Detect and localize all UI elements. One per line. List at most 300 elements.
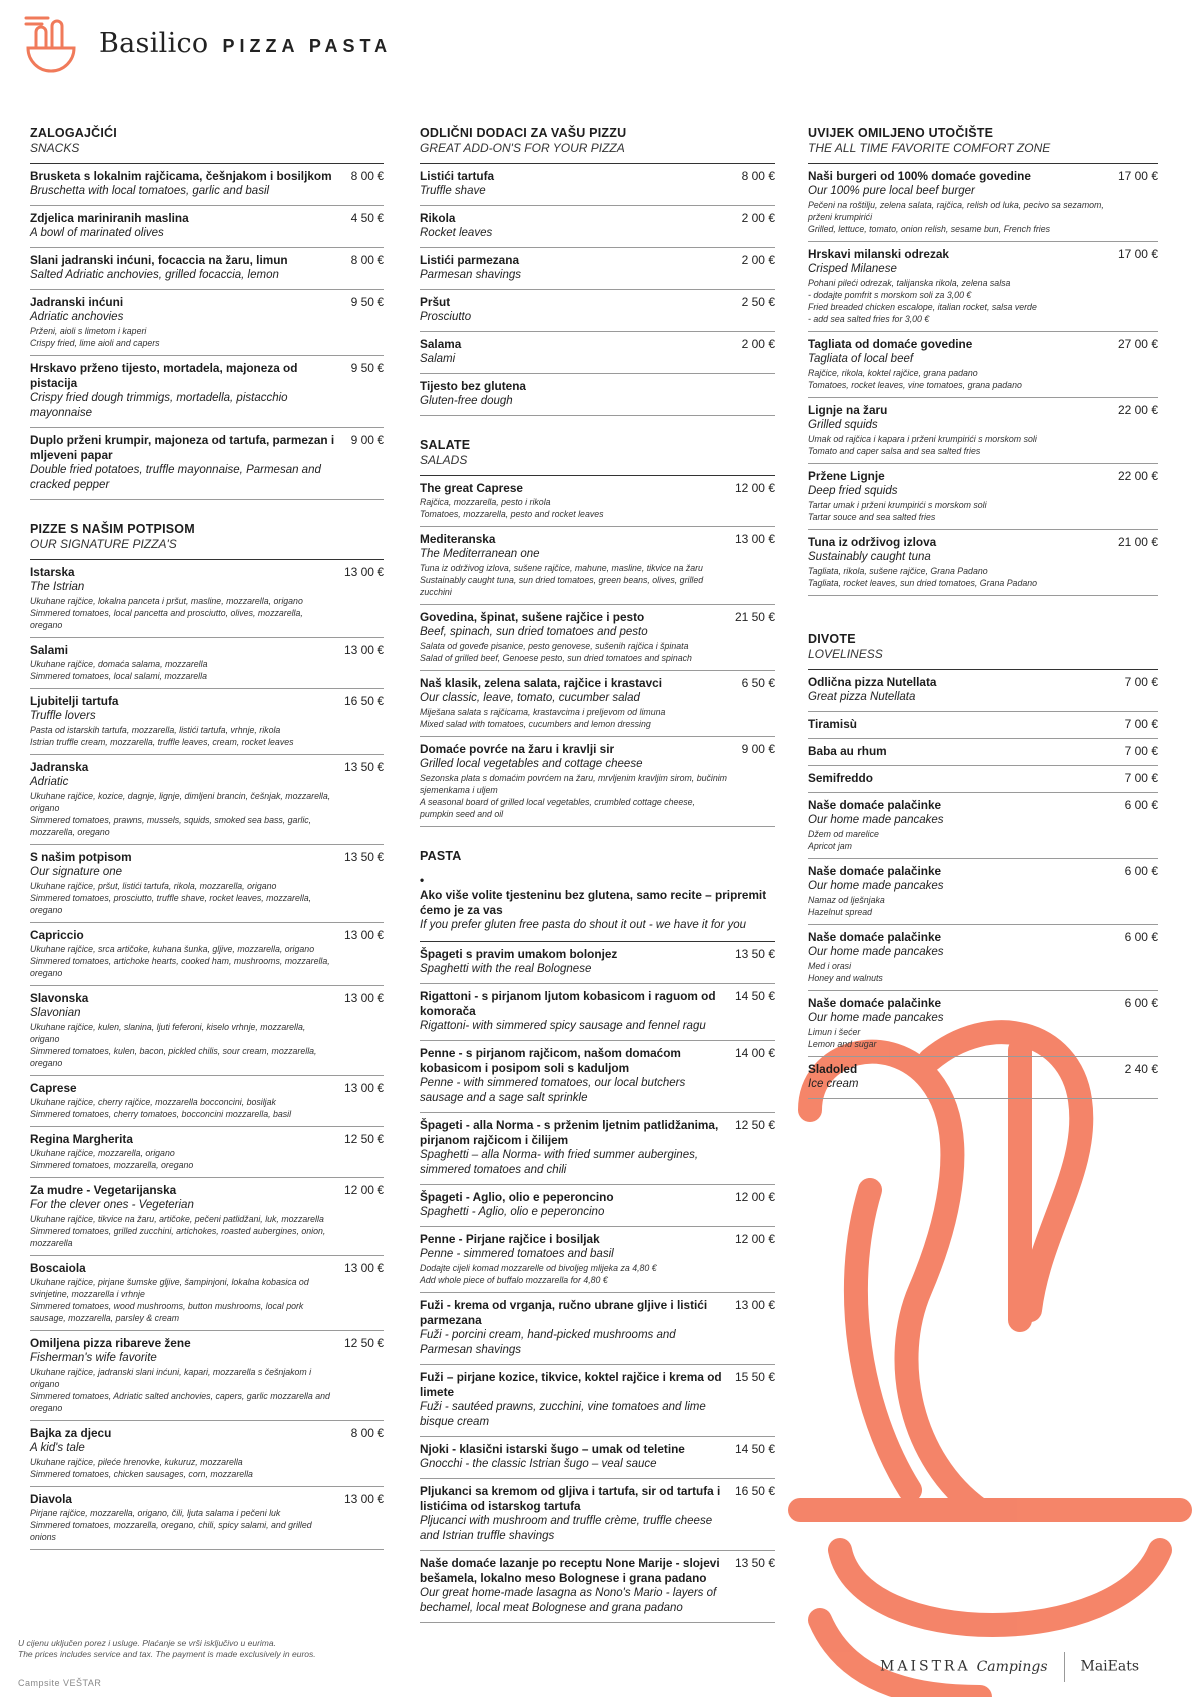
menu-item (420, 942, 775, 984)
item-price: 17 00 € (1117, 247, 1158, 261)
item-english: Double fried potatoes, truffle mayonnaise, Parmesan and cracked pepper (30, 464, 321, 491)
item-price: 13 00 € (343, 1261, 384, 1275)
menu-column-1 (30, 126, 384, 1572)
menu-item (30, 1487, 384, 1550)
item-name: Špageti - Aglio, olio e peperoncino (420, 1190, 614, 1204)
menu-item (420, 737, 775, 827)
item-name: Istarska (30, 565, 75, 579)
item-name: Pržene Lignje (808, 469, 885, 483)
menu-items (808, 164, 1158, 596)
menu-item (420, 1041, 775, 1113)
item-name: Odlična pizza Nutellata (808, 675, 937, 689)
item-english: Penne - with simmered tomatoes, our local butchers sausage and a sage salt sprinkle (420, 1077, 686, 1104)
item-description: Ukuhane rajčice, pileće hrenovke, kukuruz, mozzarella Simmered tomatoes, chicken sausages, corn, mozzarella (30, 1457, 253, 1479)
menu-item (420, 671, 775, 737)
item-description: Ukuhane rajčice, cherry rajčice, mozzarella bocconcini, bosiljak Simmered tomatoes, cherry tomatoes, bocconcini mozzarella, basil (30, 1097, 292, 1119)
item-english: Rocket leaves (420, 227, 493, 239)
item-description: Pasta od istarskih tartufa, mozzarella, listići tartufa, vrhnje, rikola Istrian truffle cream, mozzarella, truffle leaves, cream, rocket leaves (30, 725, 294, 747)
item-name: Špageti - alla Norma - s prženim ljetnim patlidžanima, pirjanom rajčicom i čilijem (420, 1118, 719, 1147)
item-price: 6 00 € (1124, 864, 1158, 878)
item-price: 22 00 € (1117, 469, 1158, 483)
item-price: 7 00 € (1124, 744, 1158, 758)
item-price: 12 50 € (734, 1118, 775, 1132)
item-description: Prženi, aioli s limetom i kaperi Crispy fried, lime aioli and capers (30, 326, 160, 348)
item-price: 9 50 € (350, 295, 384, 309)
item-english: Rigattoni- with simmered spicy sausage and fennel ragu (420, 1020, 706, 1032)
item-description: Ukuhane rajčice, srca artičoke, kuhana šunka, gljive, mozzarella, origano Simmered tomatoes, artichoke hearts, cooked ham, mushrooms, mozzarella, oregano (30, 944, 330, 978)
note-bullet: • (420, 873, 425, 887)
campings-logo: Campings (976, 1658, 1048, 1675)
item-name: Domaće povrće na žaru i kravlji sir (420, 742, 615, 756)
item-price: 7 00 € (1124, 675, 1158, 689)
footnote-hr: U cijenu uključen porez i usluge. Plaćanje se vrši isključivo u eurima. (18, 1638, 276, 1648)
item-description: Sezonska plata s domaćim povrćem na žaru, mrvljenim kravljim sirom, bučinim sjemenkama i uljem A seasonal board of grilled local vegetables, crumbled cottage cheese, pumpkin seed and oil (420, 773, 728, 819)
menu-item (808, 925, 1158, 991)
item-price: 7 00 € (1124, 717, 1158, 731)
brand-name: Basilico (99, 28, 209, 59)
item-english: The Mediterranean one (420, 548, 540, 560)
menu-item (30, 1076, 384, 1127)
item-english: Adriatic (30, 776, 69, 788)
item-price: 8 00 € (350, 169, 384, 183)
maistra-logo: MAISTRA (880, 1658, 971, 1675)
section-signature-pizzas (30, 522, 384, 1550)
menu-item (30, 428, 384, 500)
item-english: Parmesan shavings (420, 269, 521, 281)
menu-item (808, 766, 1158, 793)
item-name: Jadranska (30, 760, 89, 774)
item-description: Ukuhane rajčice, jadranski slani inćuni, kapari, mozzarella s češnjakom i origano Simmered tomatoes, Adriatic salted anchovies, capers, garlic mozzarella and oregano (30, 1367, 330, 1413)
item-name: Sladoled (808, 1062, 858, 1076)
footnote-en: The prices includes service and tax. The payment is made exclusively in euros. (18, 1649, 316, 1659)
item-name: Naš klasik, zelena salata, rajčice i krastavci (420, 676, 663, 690)
item-description: Namaz od lješnjaka Hazelnut spread (808, 895, 885, 917)
item-english: Our 100% pure local beef burger (808, 185, 975, 197)
item-name: Fuži - krema od vrganja, ručno ubrane gljive i listići parmezana (420, 1298, 708, 1327)
item-name: Naše domaće lazanje po receptu None Marije - slojevi bešamela, lokalno meso Bolognese i grana padano (420, 1556, 720, 1585)
item-name: Špageti s pravim umakom bolonjez (420, 947, 618, 961)
item-price: 13 00 € (734, 532, 775, 546)
item-price: 13 00 € (343, 991, 384, 1005)
item-description: Miješana salata s rajčicama, krastavcima i preljevom od limuna Mixed salad with tomatoes, cucumbers and lemon dressing (420, 707, 666, 729)
section-header (808, 632, 1158, 670)
item-price: 12 00 € (734, 481, 775, 495)
item-name: Naše domaće palačinke (808, 864, 942, 878)
item-name: Ljubitelji tartufa (30, 694, 119, 708)
item-price: 13 00 € (343, 565, 384, 579)
section-title: DIVOTE (808, 632, 856, 646)
menu-item (30, 560, 384, 638)
item-english: Grilled squids (808, 419, 878, 431)
item-price: 7 00 € (1124, 771, 1158, 785)
section-header (808, 126, 1158, 164)
menu-item (808, 1057, 1158, 1099)
item-name: Tagliata od domaće govedine (808, 337, 973, 351)
item-english: Tagliata of local beef (808, 353, 914, 365)
item-english: Beef, spinach, sun dried tomatoes and pesto (420, 626, 648, 638)
menu-item (420, 1293, 775, 1365)
menu-item (420, 1227, 775, 1293)
item-price: 6 00 € (1124, 930, 1158, 944)
menu-items (420, 476, 775, 827)
item-description: Limun i šećer Lemon and sugar (808, 1027, 877, 1049)
section-header (420, 126, 775, 164)
item-name: Rigattoni - s pirjanom ljutom kobasicom i raguom od komorača (420, 989, 716, 1018)
menu-item (30, 755, 384, 845)
item-price: 13 50 € (343, 850, 384, 864)
section-subtitle: SNACKS (30, 141, 80, 155)
section-header (30, 126, 384, 164)
menu-item (30, 1178, 384, 1256)
menu-item (420, 527, 775, 605)
campsite-name: Campsite VEŠTAR (18, 1678, 102, 1688)
item-price: 2 50 € (741, 295, 775, 309)
item-description: Ukuhane rajčice, pršut, listići tartufa, rikola, mozzarella, origano Simmered tomatoes, prosciutto, truffle shave, rocket leaves, mozzarella, oregano (30, 881, 312, 915)
item-english: Our signature one (30, 866, 123, 878)
section-header (420, 849, 775, 867)
menu-item (30, 923, 384, 986)
menu-item (30, 1331, 384, 1421)
item-price: 6 00 € (1124, 798, 1158, 812)
item-name: Hrskavi milanski odrezak (808, 247, 949, 261)
item-price: 12 00 € (734, 1190, 775, 1204)
brand-divider (1064, 1652, 1065, 1682)
brand-title (99, 28, 392, 59)
item-name: Brusketa s lokalnim rajčicama, češnjakom i bosiljkom (30, 169, 332, 183)
item-description: Tartar umak i prženi krumpirići s morskom soli Tartar souce and sea salted fries (808, 500, 987, 522)
item-name: Slavonska (30, 991, 89, 1005)
item-price: 16 50 € (734, 1484, 775, 1498)
item-price: 13 00 € (343, 928, 384, 942)
menu-items (420, 164, 775, 416)
menu-item (808, 670, 1158, 712)
menu-item (808, 242, 1158, 332)
menu-items (808, 670, 1158, 1099)
item-name: Rikola (420, 211, 456, 225)
menu-item (30, 1127, 384, 1178)
item-description: Ukuhane rajčice, domaća salama, mozzarella Simmered tomatoes, local salami, mozzarella (30, 659, 208, 681)
item-name: Slani jadranski inćuni, focaccia na žaru, limun (30, 253, 288, 267)
menu-column-3 (808, 126, 1158, 1121)
menu-items (30, 560, 384, 1550)
item-description: Tagliata, rikola, sušene rajčice, Grana Padano Tagliata, rocket leaves, sun dried tomatoes, Grana Padano (808, 566, 1038, 588)
item-description: Pirjane rajčice, mozzarella, origano, čili, ljuta salama i pečeni luk Simmered tomatoes, mozzarella, oregano, chili, spicy salami, and grilled onions (30, 1508, 312, 1542)
item-price: 4 50 € (350, 211, 384, 225)
item-name: Naši burgeri od 100% domaće govedine (808, 169, 1031, 183)
item-description: Umak od rajčica i kapara i prženi krumpirići s morskom soli Tomato and caper salsa and sea salted fries (808, 434, 1037, 456)
item-name: Omiljena pizza ribareve žene (30, 1336, 191, 1350)
item-name: Naše domaće palačinke (808, 996, 942, 1010)
gluten-free-note (420, 867, 775, 942)
menu-item (808, 398, 1158, 464)
menu-item (420, 1185, 775, 1227)
item-price: 15 50 € (734, 1370, 775, 1384)
menu-item (808, 859, 1158, 925)
section-title: ZALOGAJČIĆI (30, 126, 117, 140)
item-description: Tuna iz održivog izlova, sušene rajčice, mahune, masline, tikvice na žaru Sustainably caught tuna, sun dried tomatoes, green beans, olives, grilled zucchini (420, 563, 704, 597)
item-price: 2 00 € (741, 211, 775, 225)
item-name: Salama (420, 337, 462, 351)
menu-item (420, 290, 775, 332)
item-price: 21 00 € (1117, 535, 1158, 549)
menu-item (420, 206, 775, 248)
section-pizza-addons (420, 126, 775, 416)
item-english: The Istrian (30, 581, 85, 593)
item-english: Gnocchi - the classic Istrian šugo – veal sauce (420, 1458, 657, 1470)
maieats-logo: MaiEats (1080, 1658, 1140, 1675)
item-english: Our home made pancakes (808, 814, 944, 826)
item-description: Ukuhane rajčice, kozice, dagnje, lignje, dimljeni brancin, češnjak, mozzarella, origano Simmered tomatoes, prawns, mussels, squids, smoked sea bass, garlic, mozzarella, oregano (30, 791, 331, 837)
note-hr: Ako više volite tjesteninu bez glutena, samo recite – pripremit ćemo je za vas (420, 888, 767, 917)
item-english: Our classic, leave, tomato, cucumber salad (420, 692, 640, 704)
item-price: 22 00 € (1117, 403, 1158, 417)
item-english: Truffle lovers (30, 710, 96, 722)
menu-item (808, 332, 1158, 398)
section-subtitle: LOVELINESS (808, 647, 883, 661)
item-price: 13 50 € (734, 947, 775, 961)
item-name: Tiramisù (808, 717, 857, 731)
item-price: 9 00 € (741, 742, 775, 756)
item-english: Great pizza Nutellata (808, 691, 916, 703)
item-name: Listići tartufa (420, 169, 495, 183)
menu-item (808, 164, 1158, 242)
menu-item (420, 332, 775, 374)
item-price: 12 50 € (343, 1132, 384, 1146)
item-english: Spaghetti – alla Norma- with fried summer aubergines, simmered tomatoes and chili (420, 1149, 699, 1176)
item-price: 2 40 € (1124, 1062, 1158, 1076)
item-description: Ukuhane rajčice, mozzarella, origano Simmered tomatoes, mozzarella, oregano (30, 1148, 194, 1170)
item-description: Džem od marelice Apricot jam (808, 829, 879, 851)
item-english: Salami (420, 353, 456, 365)
item-english: Our great home-made lasagna as Nono's Mario - layers of bechamel, local meat Bolognese and grana padano (420, 1587, 717, 1614)
item-price: 12 50 € (343, 1336, 384, 1350)
header (22, 10, 622, 80)
item-price: 9 50 € (350, 361, 384, 375)
item-name: Lignje na žaru (808, 403, 888, 417)
item-english: Our home made pancakes (808, 880, 944, 892)
item-english: Our home made pancakes (808, 1012, 944, 1024)
menu-items (420, 942, 775, 1623)
item-price: 27 00 € (1117, 337, 1158, 351)
menu-item (30, 1421, 384, 1487)
item-name: Penne - Pirjane rajčice i bosiljak (420, 1232, 600, 1246)
item-name: Govedina, špinat, sušene rajčice i pesto (420, 610, 645, 624)
item-description: Pohani pileći odrezak, talijanska rikola, zelena salsa - dodajte pomfrit s morskom soli za 3,00 € Fried breaded chicken escalope, italian rocket, salsa verde - add sea salted fries for 3,00 € (808, 278, 1037, 324)
item-english: Fuži - sautéed prawns, zucchini, vine tomatoes and lime bisque cream (420, 1401, 706, 1428)
item-english: Truffle shave (420, 185, 486, 197)
item-description: Ukuhane rajčice, pirjane šumske gljive, šampinjoni, lokalna kobasica od svinjetine, mozzarella i vrhnje Simmered tomatoes, wood mushrooms, button mushrooms, local pork sausage, mozzarella, parsley & cream (30, 1277, 309, 1323)
item-price: 17 00 € (1117, 169, 1158, 183)
section-subtitle: THE ALL TIME FAVORITE COMFORT ZONE (808, 141, 1051, 155)
item-name: Fuži – pirjane kozice, tikvice, koktel rajčice i krema od limete (420, 1370, 722, 1399)
section-pasta (420, 849, 775, 1623)
item-price: 14 50 € (734, 1442, 775, 1456)
item-price: 13 00 € (343, 1492, 384, 1506)
item-price: 13 00 € (343, 1081, 384, 1095)
section-salads (420, 438, 775, 827)
item-name: Baba au rhum (808, 744, 887, 758)
section-snacks (30, 126, 384, 500)
item-price: 13 50 € (343, 760, 384, 774)
item-name: Naše domaće palačinke (808, 798, 942, 812)
item-name: Semifreddo (808, 771, 873, 785)
item-english: Crispy fried dough trimmigs, mortadella, pistacchio mayonnaise (30, 392, 288, 419)
menu-item (808, 991, 1158, 1057)
item-english: A kid's tale (30, 1442, 85, 1454)
item-english: Fuži - porcini cream, hand-picked mushrooms and Parmesan shavings (420, 1329, 676, 1356)
menu-item (420, 476, 775, 527)
item-price: 13 00 € (343, 643, 384, 657)
menu-item (420, 1365, 775, 1437)
section-title: PASTA (420, 849, 462, 863)
menu-item (420, 984, 775, 1041)
menu-item (420, 374, 775, 416)
item-price: 6 00 € (1124, 996, 1158, 1010)
item-english: Pljucanci with mushroom and truffle crème, truffle cheese and Istrian truffle shavings (420, 1515, 713, 1542)
item-name: Caprese (30, 1081, 77, 1095)
item-price: 2 00 € (741, 337, 775, 351)
menu-item (420, 1551, 775, 1623)
section-header (30, 522, 384, 560)
item-name: Boscaiola (30, 1261, 86, 1275)
menu-item (30, 845, 384, 923)
menu-item (420, 1437, 775, 1479)
menu-item (30, 986, 384, 1076)
menu-item (420, 1479, 775, 1551)
menu-item (30, 638, 384, 689)
menu-item (30, 248, 384, 290)
price-footnote (18, 1638, 368, 1660)
section-title: ODLIČNI DODACI ZA VAŠU PIZZU (420, 126, 627, 140)
section-title: PIZZE S NAŠIM POTPISOM (30, 522, 195, 536)
item-name: S našim potpisom (30, 850, 132, 864)
item-name: Listići parmezana (420, 253, 520, 267)
item-name: Pljukanci sa kremom od gljiva i tartufa, sir od tartufa i listićima od istarskog tartufa (420, 1484, 721, 1513)
menu-item (30, 290, 384, 356)
item-english: Deep fried squids (808, 485, 898, 497)
item-english: Spaghetti with the real Bolognese (420, 963, 592, 975)
item-price: 8 00 € (741, 169, 775, 183)
item-price: 14 00 € (734, 1046, 775, 1060)
item-price: 12 00 € (734, 1232, 775, 1246)
item-english: Slavonian (30, 1007, 81, 1019)
item-name: Zdjelica mariniranih maslina (30, 211, 189, 225)
item-description: Rajčica, mozzarella, pesto i rikola Tomatoes, mozzarella, pesto and rocket leaves (420, 497, 604, 519)
menu-item (420, 248, 775, 290)
item-name: Njoki - klasični istarski šugo – umak od teletine (420, 1442, 685, 1456)
item-price: 12 00 € (343, 1183, 384, 1197)
menu-item (420, 164, 775, 206)
section-subtitle: SALADS (420, 453, 468, 467)
footer-brands (880, 1652, 1139, 1682)
item-english: Salted Adriatic anchovies, grilled focaccia, lemon (30, 269, 279, 281)
item-price: 8 00 € (350, 253, 384, 267)
item-price: 13 50 € (734, 1556, 775, 1570)
item-english: Gluten-free dough (420, 395, 513, 407)
item-price: 2 00 € (741, 253, 775, 267)
item-english: Our home made pancakes (808, 946, 944, 958)
section-header (420, 438, 775, 476)
item-english: Crisped Milanese (808, 263, 897, 275)
menu-items (30, 164, 384, 500)
menu-item (30, 1256, 384, 1331)
item-price: 6 50 € (741, 676, 775, 690)
item-english: Fisherman's wife favorite (30, 1352, 157, 1364)
menu-item (30, 689, 384, 755)
menu-item (30, 206, 384, 248)
item-name: Mediteranska (420, 532, 496, 546)
item-english: For the clever ones - Vegeterian (30, 1199, 194, 1211)
item-name: Naše domaće palačinke (808, 930, 942, 944)
section-desserts (808, 632, 1158, 1099)
section-subtitle: OUR SIGNATURE PIZZA'S (30, 537, 177, 551)
item-price: 9 00 € (350, 433, 384, 447)
item-name: Tuna iz održivog izlova (808, 535, 937, 549)
item-name: Jadranski inćuni (30, 295, 124, 309)
menu-item (808, 530, 1158, 596)
menu-item (808, 712, 1158, 739)
item-price: 21 50 € (734, 610, 775, 624)
item-name: Capriccio (30, 928, 84, 942)
item-name: Pršut (420, 295, 451, 309)
item-name: Bajka za djecu (30, 1426, 112, 1440)
menu-item (808, 739, 1158, 766)
item-english: Ice cream (808, 1078, 859, 1090)
item-name: Salami (30, 643, 69, 657)
item-name: The great Caprese (420, 481, 523, 495)
item-english: Adriatic anchovies (30, 311, 124, 323)
item-price: 14 50 € (734, 989, 775, 1003)
item-name: Duplo prženi krumpir, majoneza od tartufa, parmezan i mljeveni papar (30, 433, 335, 462)
item-english: Penne - simmered tomatoes and basil (420, 1248, 614, 1260)
item-name: Diavola (30, 1492, 72, 1506)
pasta-bowl-logo-icon (22, 10, 80, 74)
menu-item (808, 793, 1158, 859)
menu-item (420, 1113, 775, 1185)
item-price: 8 00 € (350, 1426, 384, 1440)
item-name: Regina Margherita (30, 1132, 133, 1146)
note-en: If you prefer gluten free pasta do shout it out - we have it for you (420, 919, 747, 931)
item-name: Za mudre - Vegetarijanska (30, 1183, 177, 1197)
item-english: Grilled local vegetables and cottage cheese (420, 758, 643, 770)
item-english: A bowl of marinated olives (30, 227, 164, 239)
item-name: Hrskavo prženo tijesto, mortadela, majoneza od pistacija (30, 361, 298, 390)
item-english: Sustainably caught tuna (808, 551, 931, 563)
menu-item (420, 605, 775, 671)
item-english: Prosciutto (420, 311, 472, 323)
item-english: Bruschetta with local tomatoes, garlic and basil (30, 185, 270, 197)
section-comfort-zone (808, 126, 1158, 596)
menu-item (30, 164, 384, 206)
item-description: Ukuhane rajčice, lokalna panceta i pršut, masline, mozzarella, origano Simmered tomatoes, local pancetta and prosciutto, olives, mozzarella, oregano (30, 596, 303, 630)
menu-column-2 (420, 126, 775, 1645)
item-description: Dodajte cijeli komad mozzarelle od bivoljeg mlijeka za 4,80 € Add whole piece of buffalo mozzarella for 4,80 € (420, 1263, 657, 1285)
section-subtitle: GREAT ADD-ON'S FOR YOUR PIZZA (420, 141, 625, 155)
item-price: 13 00 € (734, 1298, 775, 1312)
menu-item (808, 464, 1158, 530)
item-description: Salata od goveđe pisanice, pesto genovese, sušenih rajčica i špinata Salad of grilled beef, Genoese pesto, sun dried tomatoes and spinach (420, 641, 692, 663)
item-price: 16 50 € (343, 694, 384, 708)
section-title: SALATE (420, 438, 471, 452)
item-description: Rajčice, rikola, koktel rajčice, grana padano Tomatoes, rocket leaves, vine tomatoes, grana padano (808, 368, 1022, 390)
section-title: UVIJEK OMILJENO UTOČIŠTE (808, 126, 994, 140)
menu-item (30, 356, 384, 428)
item-description: Med i orasi Honey and walnuts (808, 961, 883, 983)
item-description: Ukuhane rajčice, kulen, slanina, ljuti feferoni, kiselo vrhnje, mozzarella, origano Simmered tomatoes, kulen, bacon, pickled chilis, sour cream, mozzarella, oregano (30, 1022, 317, 1068)
item-name: Tijesto bez glutena (420, 379, 526, 393)
item-english: Spaghetti - Aglio, olio e peperoncino (420, 1206, 605, 1218)
item-name: Penne - s pirjanom rajčicom, našom domaćom kobasicom i posipom soli s kaduljom (420, 1046, 681, 1075)
